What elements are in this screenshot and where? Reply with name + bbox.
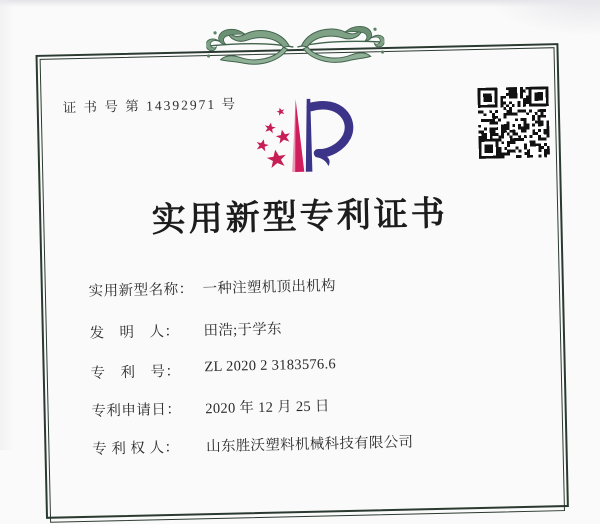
field-label: 发 明 人： bbox=[89, 323, 180, 342]
patent-title: 实用新型专利证书 bbox=[151, 195, 449, 240]
scroll-ornament-icon bbox=[206, 16, 385, 70]
field-label: 专 利 号： bbox=[90, 363, 181, 382]
field-value: 2020 年 12 月 25 日 bbox=[205, 398, 330, 418]
cnipa-logo-icon bbox=[228, 86, 362, 185]
field-label: 专利申请日： bbox=[91, 401, 182, 420]
field-patentee bbox=[70, 413, 414, 476]
field-label: 专 利 权 人： bbox=[92, 439, 180, 458]
field-value: 一种注塑机顶出机构 bbox=[202, 278, 336, 298]
certificate-number: 证 书 号 第 14392971 号 bbox=[62, 96, 238, 116]
field-value: 田浩;于学东 bbox=[203, 321, 283, 340]
field-label: 实用新型名称： bbox=[88, 281, 194, 300]
qr-code bbox=[477, 86, 550, 159]
field-value: 山东胜沃塑料机械科技有限公司 bbox=[206, 434, 414, 456]
field-value: ZL 2020 2 3183576.6 bbox=[204, 356, 337, 376]
